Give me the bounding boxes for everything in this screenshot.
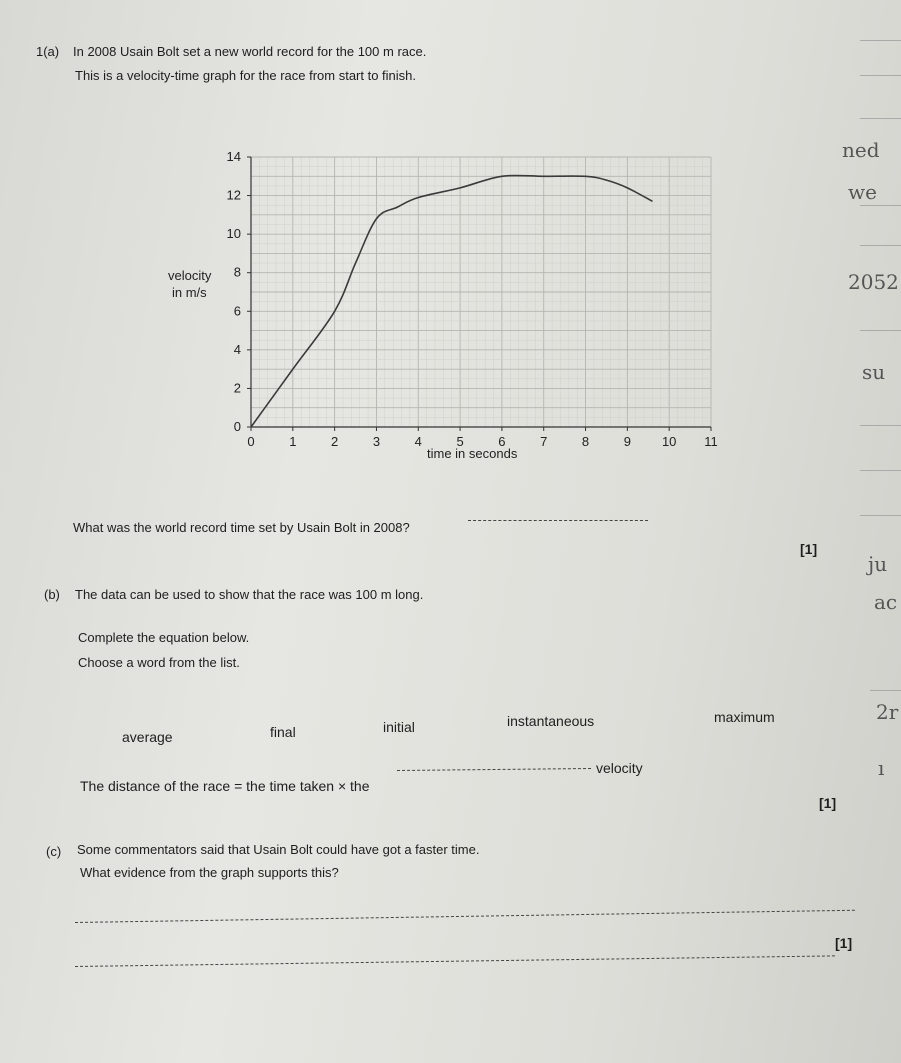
x-tick-label: 9	[623, 434, 631, 449]
x-tick-label: 6	[498, 434, 506, 449]
margin-note: ı	[878, 756, 885, 780]
page-edge-line	[860, 40, 901, 41]
margin-note: ju	[868, 552, 888, 576]
margin-note: ac	[874, 590, 898, 614]
part-a-answer-line[interactable]	[468, 520, 648, 521]
page-edge-line	[860, 330, 901, 331]
page-edge-line	[860, 425, 901, 426]
page-edge-line	[860, 205, 901, 206]
page-edge-line	[860, 245, 901, 246]
question-number: 1(a)	[36, 44, 60, 59]
x-tick-label: 2	[331, 434, 339, 449]
margin-note: 2052	[848, 270, 899, 294]
page-edge-line	[870, 690, 901, 691]
y-tick-label: 4	[233, 341, 241, 357]
part-c-answer-line-1[interactable]	[75, 910, 855, 923]
x-tick-label: 10	[661, 434, 677, 449]
y-tick-labels	[227, 149, 241, 434]
x-tick-label: 0	[247, 434, 255, 449]
margin-note: su	[862, 360, 886, 384]
x-tick-label: 4	[414, 434, 422, 449]
y-tick-label: 2	[233, 380, 241, 396]
x-tick-label: 3	[372, 434, 381, 449]
part-a-line1: In 2008 Usain Bolt set a new world record for the 100 m race.	[73, 44, 427, 59]
x-tick-label: 11	[704, 434, 718, 449]
part-a-line2: This is a velocity-time graph for the race from start to finish.	[75, 68, 417, 83]
x-tick-label: 5	[456, 434, 464, 449]
y-tick-label: 12	[226, 187, 241, 203]
y-tick-label: 6	[233, 303, 241, 319]
part-b-mark: [1]	[819, 795, 837, 811]
word-option-final[interactable]: final	[270, 724, 296, 740]
part-b-instruction1: Complete the equation below.	[78, 630, 250, 645]
y-tick-label: 14	[226, 149, 241, 164]
part-b-label: (b)	[44, 587, 60, 602]
margin-note: 2r	[876, 700, 899, 724]
part-c-line1: Some commentators said that Usain Bolt could have got a faster time.	[77, 842, 480, 857]
page-edge-line	[860, 470, 901, 471]
word-option-average[interactable]: average	[122, 729, 173, 745]
x-tick-label: 8	[581, 434, 590, 449]
x-tick-label: 1	[289, 434, 297, 449]
velocity-time-graph	[150, 140, 750, 470]
equation-blank[interactable]	[397, 768, 591, 771]
part-a-mark: [1]	[800, 541, 818, 557]
page-edge-line	[860, 118, 901, 119]
part-a-question: What was the world record time set by Usain Bolt in 2008?	[73, 520, 410, 535]
word-option-maximum[interactable]: maximum	[714, 709, 775, 725]
part-b-instruction2: Choose a word from the list.	[78, 655, 240, 670]
page-edge-line	[860, 75, 901, 76]
part-b-intro: The data can be used to show that the race was 100 m long.	[75, 587, 424, 602]
word-option-instantaneous[interactable]: instantaneous	[507, 713, 595, 729]
margin-note: ned	[842, 138, 880, 162]
part-c-label: (c)	[46, 844, 62, 859]
equation-start: The distance of the race = the time taken × the	[80, 778, 370, 794]
y-tick-label: 0	[233, 419, 241, 434]
part-c-question: What evidence from the graph supports this?	[80, 865, 339, 880]
page-edge-line	[860, 515, 901, 516]
x-axis-label: time in seconds	[427, 446, 518, 461]
part-c-mark: [1]	[835, 935, 853, 951]
x-tick-label: 7	[540, 434, 548, 449]
y-tick-label: 10	[226, 226, 241, 242]
graph-axes	[247, 157, 711, 431]
part-c-answer-line-2[interactable]	[75, 955, 835, 967]
margin-note: we	[848, 180, 877, 204]
y-axis-label-line1: velocity	[168, 268, 212, 283]
y-axis-label-line2: in m/s	[172, 285, 207, 300]
graph-grid	[251, 157, 711, 427]
equation-end: velocity	[596, 760, 643, 776]
y-tick-label: 8	[233, 264, 241, 280]
word-option-initial[interactable]: initial	[383, 719, 415, 735]
